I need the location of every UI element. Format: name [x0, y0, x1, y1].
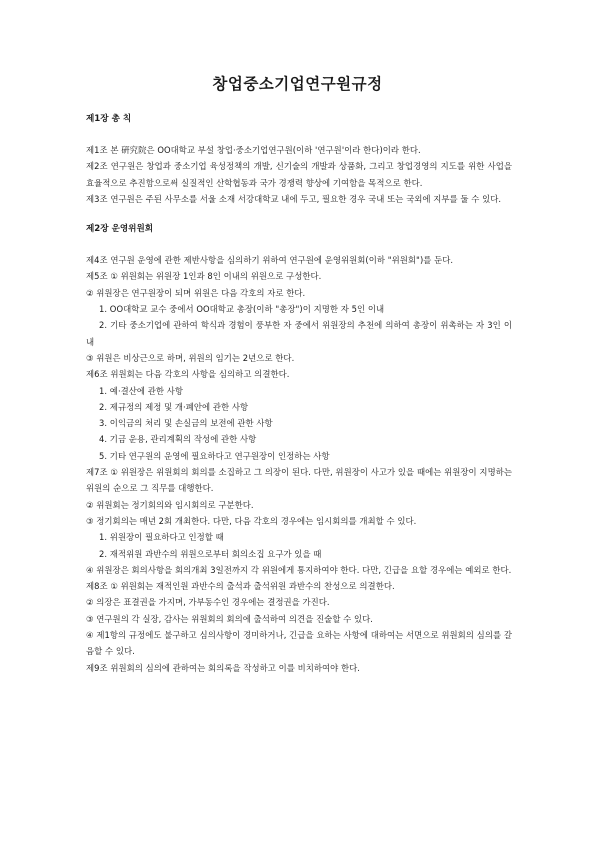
list-item: 1. OO대학교 교수 중에서 OO대학교 총장(이하 "총장")이 지명한 자 5인 이내: [99, 304, 385, 315]
document-body: [86, 113, 512, 676]
article-9: 제9조 위원회의 심의에 관하여는 회의록을 작성하고 이를 비치하여야 한다.: [86, 662, 360, 673]
article-5-clause-3: ③ 위원은 비상근으로 하며, 위원의 임기는 2년으로 한다.: [86, 352, 295, 363]
article-1: 제1조 본 硏究院은 OO대학교 부설 창업·중소기업연구원(이하 '연구원'이라 한다)이라 한다.: [86, 145, 421, 155]
article-3: 제3조 연구원은 주된 사무소를 서울 소재 서강대학교 내에 두고, 필요한 경우 국내 또는 국외에 지부를 둘 수 있다.: [86, 193, 502, 204]
article-7-clause-4: ④ 위원장은 회의사항을 회의개최 3일전까지 각 위원에게 통지하여야 한다. 다만, 긴급을 요할 경우에는 예외로 한다.: [86, 564, 512, 575]
article-7-clause-1: 제7조 ① 위원장은 위원회의 회의를 소집하고 그 의장이 된다. 다만, 위원장이 사고가 있을 때에는 위원장이 지명하는 위원의 순으로 그 직무를 대행한다.: [86, 467, 512, 494]
list-item: 2. 기타 중소기업에 관하여 학식과 경험이 풍부한 자 중에서 위원장의 추천에 의하여 총장이 위촉하는 자 3인 이내: [86, 320, 512, 347]
list-item: 3. 이익금의 처리 및 손실금의 보전에 관한 사항: [99, 418, 273, 429]
article-6: 제6조 위원회는 다음 각호의 사항을 심의하고 의결한다.: [86, 369, 290, 380]
article-5-clause-2: ② 위원장은 연구원장이 되며 위원은 다음 각호의 자로 한다.: [86, 287, 306, 298]
article-4: 제4조 연구원 운영에 관한 제반사항을 심의하기 위하여 연구원에 운영위원회(이하 "위원회")를 둔다.: [86, 255, 454, 266]
list-item: 1. 위원장이 필요하다고 인정할 때: [99, 532, 224, 543]
list-item: 2. 제규정의 제정 및 개·폐안에 관한 사항: [99, 401, 249, 412]
chapter-heading: 제2장 운영위원회: [86, 224, 154, 235]
article-8-clause-2: ② 의장은 표결권을 가지며, 가부동수인 경우에는 결정권을 가진다.: [86, 597, 330, 608]
article-7-clause-3: ③ 정기회의는 매년 2회 개최한다. 다만, 다음 각호의 경우에는 임시회의를 개최할 수 있다.: [86, 515, 417, 526]
article-2: 제2조 연구원은 창업과 중소기업 육성정책의 개발, 신기술의 개발과 상품화, 그리고 창업경영의 지도를 위한 사업을 효율적으로 추진함으로써 실질적인 산학협동과 국가 경쟁력 향상에 기여함을 목적으로 한다.: [86, 161, 512, 188]
article-8-clause-1: 제8조 ① 위원회는 재적인원 과반수의 출석과 출석위원 과반수의 찬성으로 의결한다.: [86, 581, 395, 592]
article-7-clause-2: ② 위원회는 정기회의와 임시회의로 구분한다.: [86, 499, 254, 510]
list-item: 2. 재적위원 과반수의 위원으로부터 회의소집 요구가 있을 때: [99, 548, 322, 559]
document-title: 창업중소기업연구원규정: [212, 75, 383, 93]
list-item: 1. 예·결산에 관한 사항: [99, 385, 184, 396]
list-item: 5. 기타 연구원의 운영에 필요하다고 연구원장이 인정하는 사항: [99, 450, 330, 461]
article-8-clause-3: ③ 연구원의 각 실장, 감사는 위원회의 회의에 출석하여 의견을 진술할 수 있다.: [86, 613, 374, 624]
article-8-clause-4: ④ 제1항의 규정에도 불구하고 심의사항이 경미하거나, 긴급을 요하는 사항에 대하여는 서면으로 위원회의 심의를 갈음할 수 있다.: [86, 630, 512, 657]
article-5-clause-1: 제5조 ① 위원회는 위원장 1인과 8인 이내의 위원으로 구성한다.: [86, 271, 322, 282]
chapter-heading: 제1장 총 칙: [86, 114, 132, 124]
list-item: 4. 기금 운용, 관리계획의 작성에 관한 사항: [99, 434, 257, 445]
